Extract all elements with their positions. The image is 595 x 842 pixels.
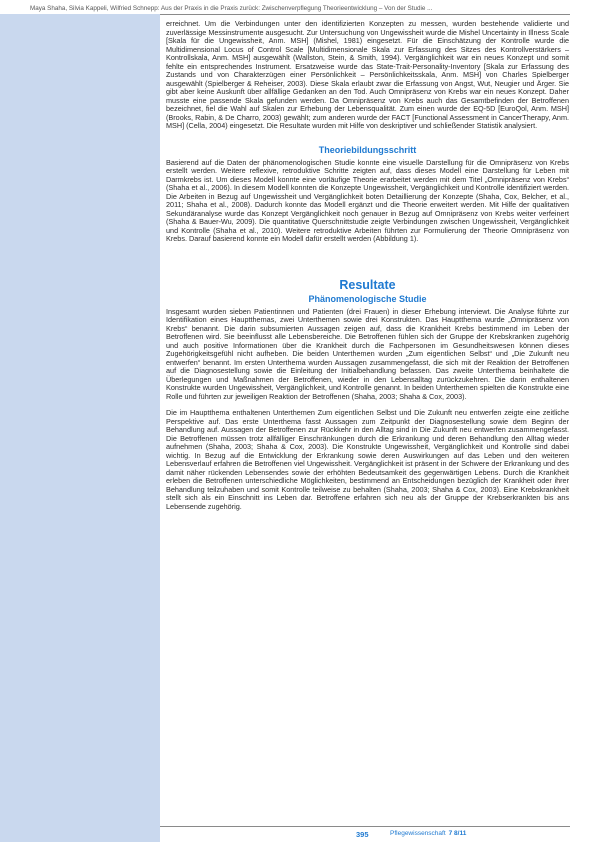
- running-head: Maya Shaha, Silvia Kappeli, Wilfried Schnepp: Aus der Praxis in die Praxis zurück: Zwischenverpflegung Theorieentwicklung – Von der Studie ...: [30, 5, 433, 12]
- results-heading: Resultate: [339, 277, 396, 292]
- journal-name: Pflegewissenschaft: [390, 830, 446, 837]
- phenomenology-paragraph-1: Insgesamt wurden sieben Patientinnen und Patienten (drei Frauen) in dieser Erhebung interviewt. Die Analyse führte zur Identifikation eines Hauptthemas, zwei Unterthemen sowie drei Konstrukten. Das Hauptthema wurde „Omnipräsenz von Krebs“ benannt. Die darin subsumierten Aussagen zeigen auf, dass die Krankheit Krebs bestimmend im Leben der Betroffenen wird. Sie beeinflusst alle Lebensbereiche. Die Betroffenen fühlen sich der Gruppe der Krebskranken zugehörig und auch positive Informationen über die Krankheit durch die Fachpersonen im Gesundheitswesen können dieses Zugehörigkeitsgefühl nicht aufheben. Die beiden Unterthemen wurden „Zum eigentlichen Selbst“ und „Die Zukunft neu entwerfen“ benannt. Im ersten Unterthema wurden Aussagen zusammengefasst, die sich mit der Reaktion der Betroffenen auf die Diagnosestellung sowie die Einleitung der Initialbehandlung befassen. Das zweite Unterthema beinhaltete die Überlegungen und Maßnahmen der Betroffenen, wieder in den Lebensalltag zurückzukehren. Die darin enthaltenen Konstrukte wurden Ungewissheit, Vergänglichkeit, und Kontrolle genannt. In beiden Unterthemen spielten die Konstrukte eine Rolle und führten zur jeweiligen Reaktion der Betroffenen (Shaha, 2003; Shaha & Cox, 2003).: [166, 306, 569, 401]
- footer-divider: [160, 826, 570, 827]
- methods-paragraph: erreichnet. Um die Verbindungen unter den identifizierten Konzepten zu messen, wurden bestehende validierte und zuverlässige Messinstrumente ausgesucht. Zur Untersuchung von Ungewissheit wurde die Mishel Uncertainty in Illness Scale [Skala für die Ungewissheit, Anm. MSH] (Mishel, 1981) eingesetzt. Für die Einschätzung der Kontrolle wurde die Multidimensional Locus of Control Scale [Multidimensionale Skala zur Erfassung des Sitzes des Kontrollverstärkers – Kontrollskala, Anm. MSH] ausgewählt (Wallston, Stein, & Smith, 1994). Vergänglichkeit war ein neues Konzept und somit fehlte ein entsprechendes Instrument. Ersatzweise wurde das State-Trait-Personality-Inventory [Skala zur Erfassung des Zustands und von Charakterzügen einer Persönlichkeit – Persönlichkeitsskala, Anm. MSH] von Charles Spielberger ausgewählt (Spielberger & Reheiser, 2003). Diese Skala erlaubt zwar die Erfassung von Angst, Wut, Neugier und Ärger. Sie gibt aber keine Auskunft über allfällige Gedanken an den Tod. Auch Omnipräsenz von Krebs war ein neues Konzept. Daher musste eine passende Skala gefunden werden. Da Omnipräsenz von Krebs auch das Gesamtbefinden der Betroffenen bezeichnet, fiel die Wahl auf Skalen zur Erhebung der Lebensqualität. Zum einen wurde der EQ-5D [EuroQol, Anm. MSH] (Brooks, Rabin, & De Charro, 2003) gewählt; zum anderen wurde der FACT [Functional Assessment in CancerTherapy, Anm. MSH] (Cella, 2004) eingesetzt. Die Resultate wurden mit Hilfe von deskriptiver und schließender Statistik analysiert.: [166, 19, 569, 130]
- journal-footer: [390, 830, 466, 837]
- journal-issue: 7 8/11: [448, 830, 467, 837]
- theory-heading: Theoriebildungsschritt: [318, 144, 417, 155]
- page-number: 395: [356, 830, 369, 839]
- sidebar-band: [0, 14, 160, 842]
- phenomenology-paragraph-2: Die im Hauptthema enthaltenen Unterthemen Zum eigentlichen Selbst und Die Zukunft neu entwerfen zeigte eine zeitliche Perspektive auf. Das erste Unterthema fasst Aussagen zum Zeitpunkt der Diagnosestellung sowie dem Beginn der Behandlung auf. Aussagen der Betroffenen zur Rückkehr in den Alltag sind in Die Zukunft neu entwerfen zusammengefasst. Die Betroffenen müssen trotz allfälliger Einschränkungen durch die Erkrankung und deren Behandlung den Alltag wieder aufnehmen (Shaha, 2003; Shaha & Cox, 2003). Die Konstrukte Ungewissheit, Vergänglichkeit und Kontrolle sind dabei wichtig. In Bezug auf die Entwicklung der Erkrankung sowie deren Auswirkungen auf das Leben und den weiteren Lebensverlauf erfahren die Betroffenen viel Ungewissheit. Vergänglichkeit ist präsent in der Schwere der Erkrankung und des damit näher rückenden Lebensendes sowie der erhöhten Bedeutsamkeit des gegenwärtigen Lebens. Durch die Krankheit erleben die Betroffenen unterschiedliche Möglichkeiten, bestimmend an Entscheidungen bezüglich der Krankheit oder ihrer Behandlung teilzuhaben und somit Kontrolle teilweise zu behalten (Shaha, 2003; Shaha & Cox, 2003). Eine Krebskrankheit stellt sich als ein Einschnitt ins Leben dar. Betroffene erfahren sich neu als der Gruppe der Krebserkrankten bis ans Lebensende zugehörig.: [166, 408, 569, 511]
- phenomenology-heading: Phänomenologische Studie: [308, 293, 427, 304]
- article-body: [166, 20, 569, 511]
- theory-paragraph: Basierend auf die Daten der phänomenologischen Studie konnte eine visuelle Darstellung für die Omnipräsenz von Krebs erstellt werden. Weitere reflexive, retroduktive Schritte zeigten auf, dass dieses Modell eine Darstellung für Leben mit Darmkrebs ist. Um dieses Modell konnte eine vorläufige Theorie erarbeitet werden mit dem Titel „Omnipräsenz von Krebs“ (Shaha et al., 2006). In diesem Modell konnten die Konzepte Ungewissheit, Vergänglichkeit und Kontrolle identifiziert werden. Die Arbeiten in Bezug auf Ungewissheit und Vergänglichkeit boten Detaillierung der Konzepte (Shaha, Cox, Belcher, et al., 2011; Shaha et al., 2008). Dadurch konnte das Modell ergänzt und die Theorie erweitert werden. Mit Hilfe der qualitativen Sekundäranalyse wurde das Konzept Vergänglichkeit noch genauer in Bezug auf Omnipräsenz von Krebs weiter verfeinert (Shaha & Bauer-Wu, 2009). Die quantitative Querschnittstudie zeigte Verbindungen zwischen Ungewissheit, Vergänglichkeit und Kontrolle (Shaha et al., 2010). Weitere retroduktive Arbeiten führten zur Formulierung der Theorie Omnipräsenz von Krebs. Darauf basierend konnte ein Modell dafür erstellt werden (Abbildung 1).: [166, 157, 569, 243]
